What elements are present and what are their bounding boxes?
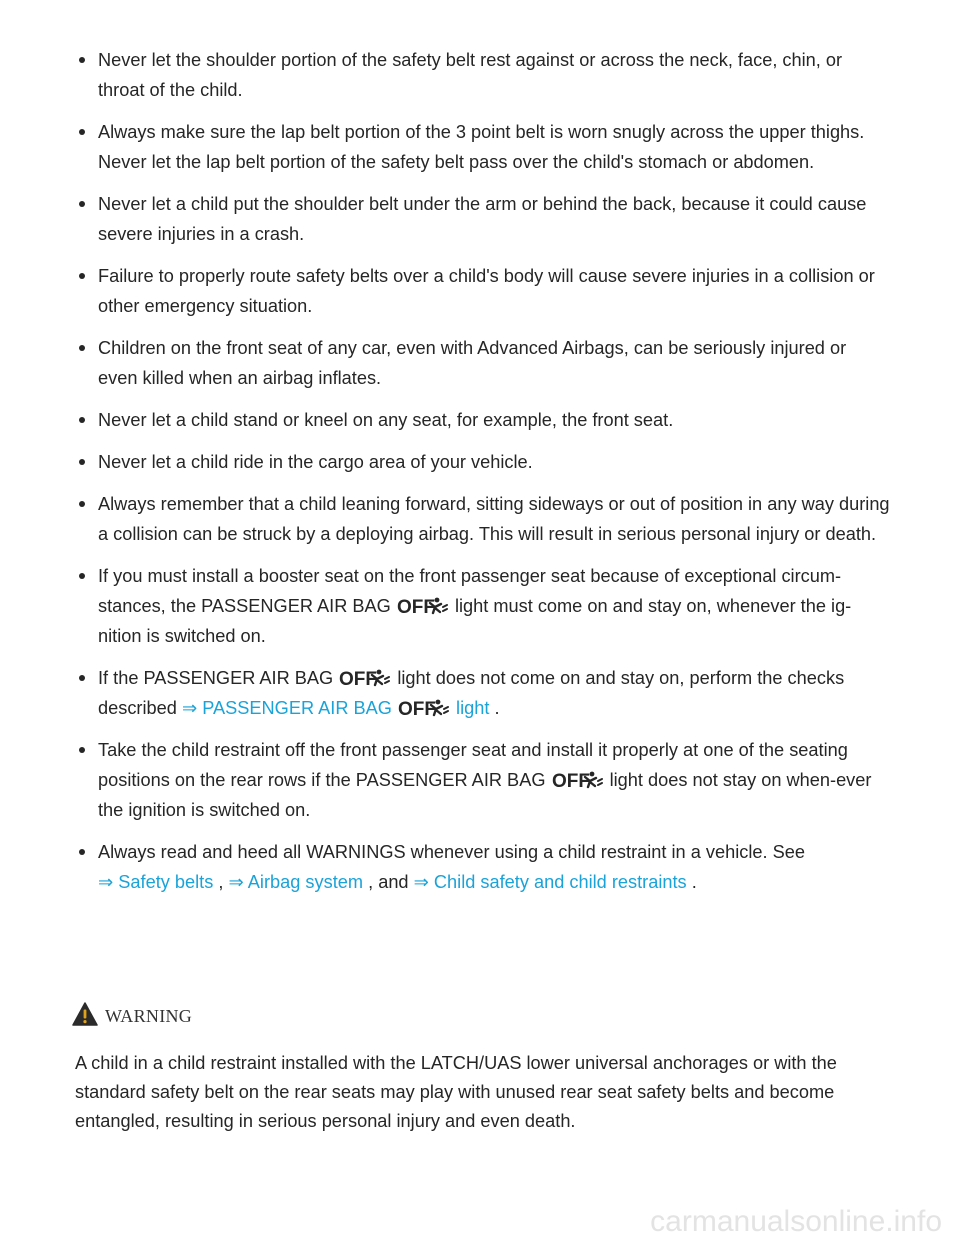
passenger-airbag-off-icon [339, 669, 391, 687]
passenger-airbag-off-icon [552, 771, 604, 789]
passenger-airbag-light-link[interactable]: ⇒ PASSENGER AIR BAG OFF light [181, 698, 490, 718]
off-label: OFF [396, 597, 435, 615]
off-label: OFF [339, 669, 378, 687]
child-safety-link[interactable]: ⇒ Child safety and child restraints [413, 872, 687, 892]
list-item: Children on the front seat of any car, even with Advanced Airbags, can be seriously injured or even killed when an airbag inflates. [0, 333, 960, 393]
list-item: If the PASSENGER AIR BAG OFF light does not come on and stay on, perform the checks described ⇒ PASSENGER AIR BAG OFF light . [0, 663, 960, 723]
safety-bullet-list [0, 45, 960, 909]
warning-text: A child in a child restraint installed with the LATCH/UAS lower universal anchorages or with the standard safety belt on the rear seats may play with unused rear seat safety belts and become entangled, resulting in serious personal injury and even death. [75, 1053, 837, 1131]
list-item: Always make sure the lap belt portion of the 3 point belt is worn snugly across the upper thighs. Never let the lap belt portion of the safety belt pass over the child's stomach or abdomen. [0, 117, 960, 177]
watermark: carmanualsonline.info [650, 1205, 942, 1238]
off-label: OFF [551, 771, 590, 789]
list-item: If you must install a booster seat on the front passenger seat because of exceptional circum-stances, the PASSENGER AIR BAG OFF light must come on and stay on, whenever the ig-nition is switched on. [0, 561, 960, 651]
list-item: Never let a child stand or kneel on any seat, for example, the front seat. [0, 405, 960, 435]
warning-title: WARNING [105, 1005, 193, 1026]
airbag-system-link[interactable]: ⇒ Airbag system [228, 872, 364, 892]
list-item: Failure to properly route safety belts over a child's body will cause severe injuries in a collision or other emergency situation. [0, 261, 960, 321]
list-item: Never let the shoulder portion of the safety belt rest against or across the neck, face, chin, or throat of the child. [0, 45, 960, 105]
warning-triangle-icon [72, 1002, 98, 1031]
passenger-airbag-off-icon [397, 597, 449, 615]
list-item: Take the child restraint off the front passenger seat and install it properly at one of the seating positions on the rear rows if the PASSENGER AIR BAG OFF light does not stay on when-ever the ignition is switched on. [0, 735, 960, 825]
list-item: Never let a child ride in the cargo area of your vehicle. [0, 447, 960, 477]
passenger-airbag-off-icon [398, 699, 450, 717]
list-item: Never let a child put the shoulder belt under the arm or behind the back, because it could cause severe injuries in a crash. [0, 189, 960, 249]
off-label: OFF [397, 699, 436, 717]
warning-header [72, 1002, 192, 1030]
list-item: Always read and heed all WARNINGS whenever using a child restraint in a vehicle. See ⇒ Safety belts , ⇒ Airbag system , and ⇒ Child safety and child restraints . [0, 837, 960, 897]
list-item: Always remember that a child leaning forward, sitting sideways or out of position in any way during a collision can be struck by a deploying airbag. This will result in serious personal injury or death. [0, 489, 960, 549]
safety-belts-link[interactable]: ⇒ Safety belts [98, 872, 214, 892]
